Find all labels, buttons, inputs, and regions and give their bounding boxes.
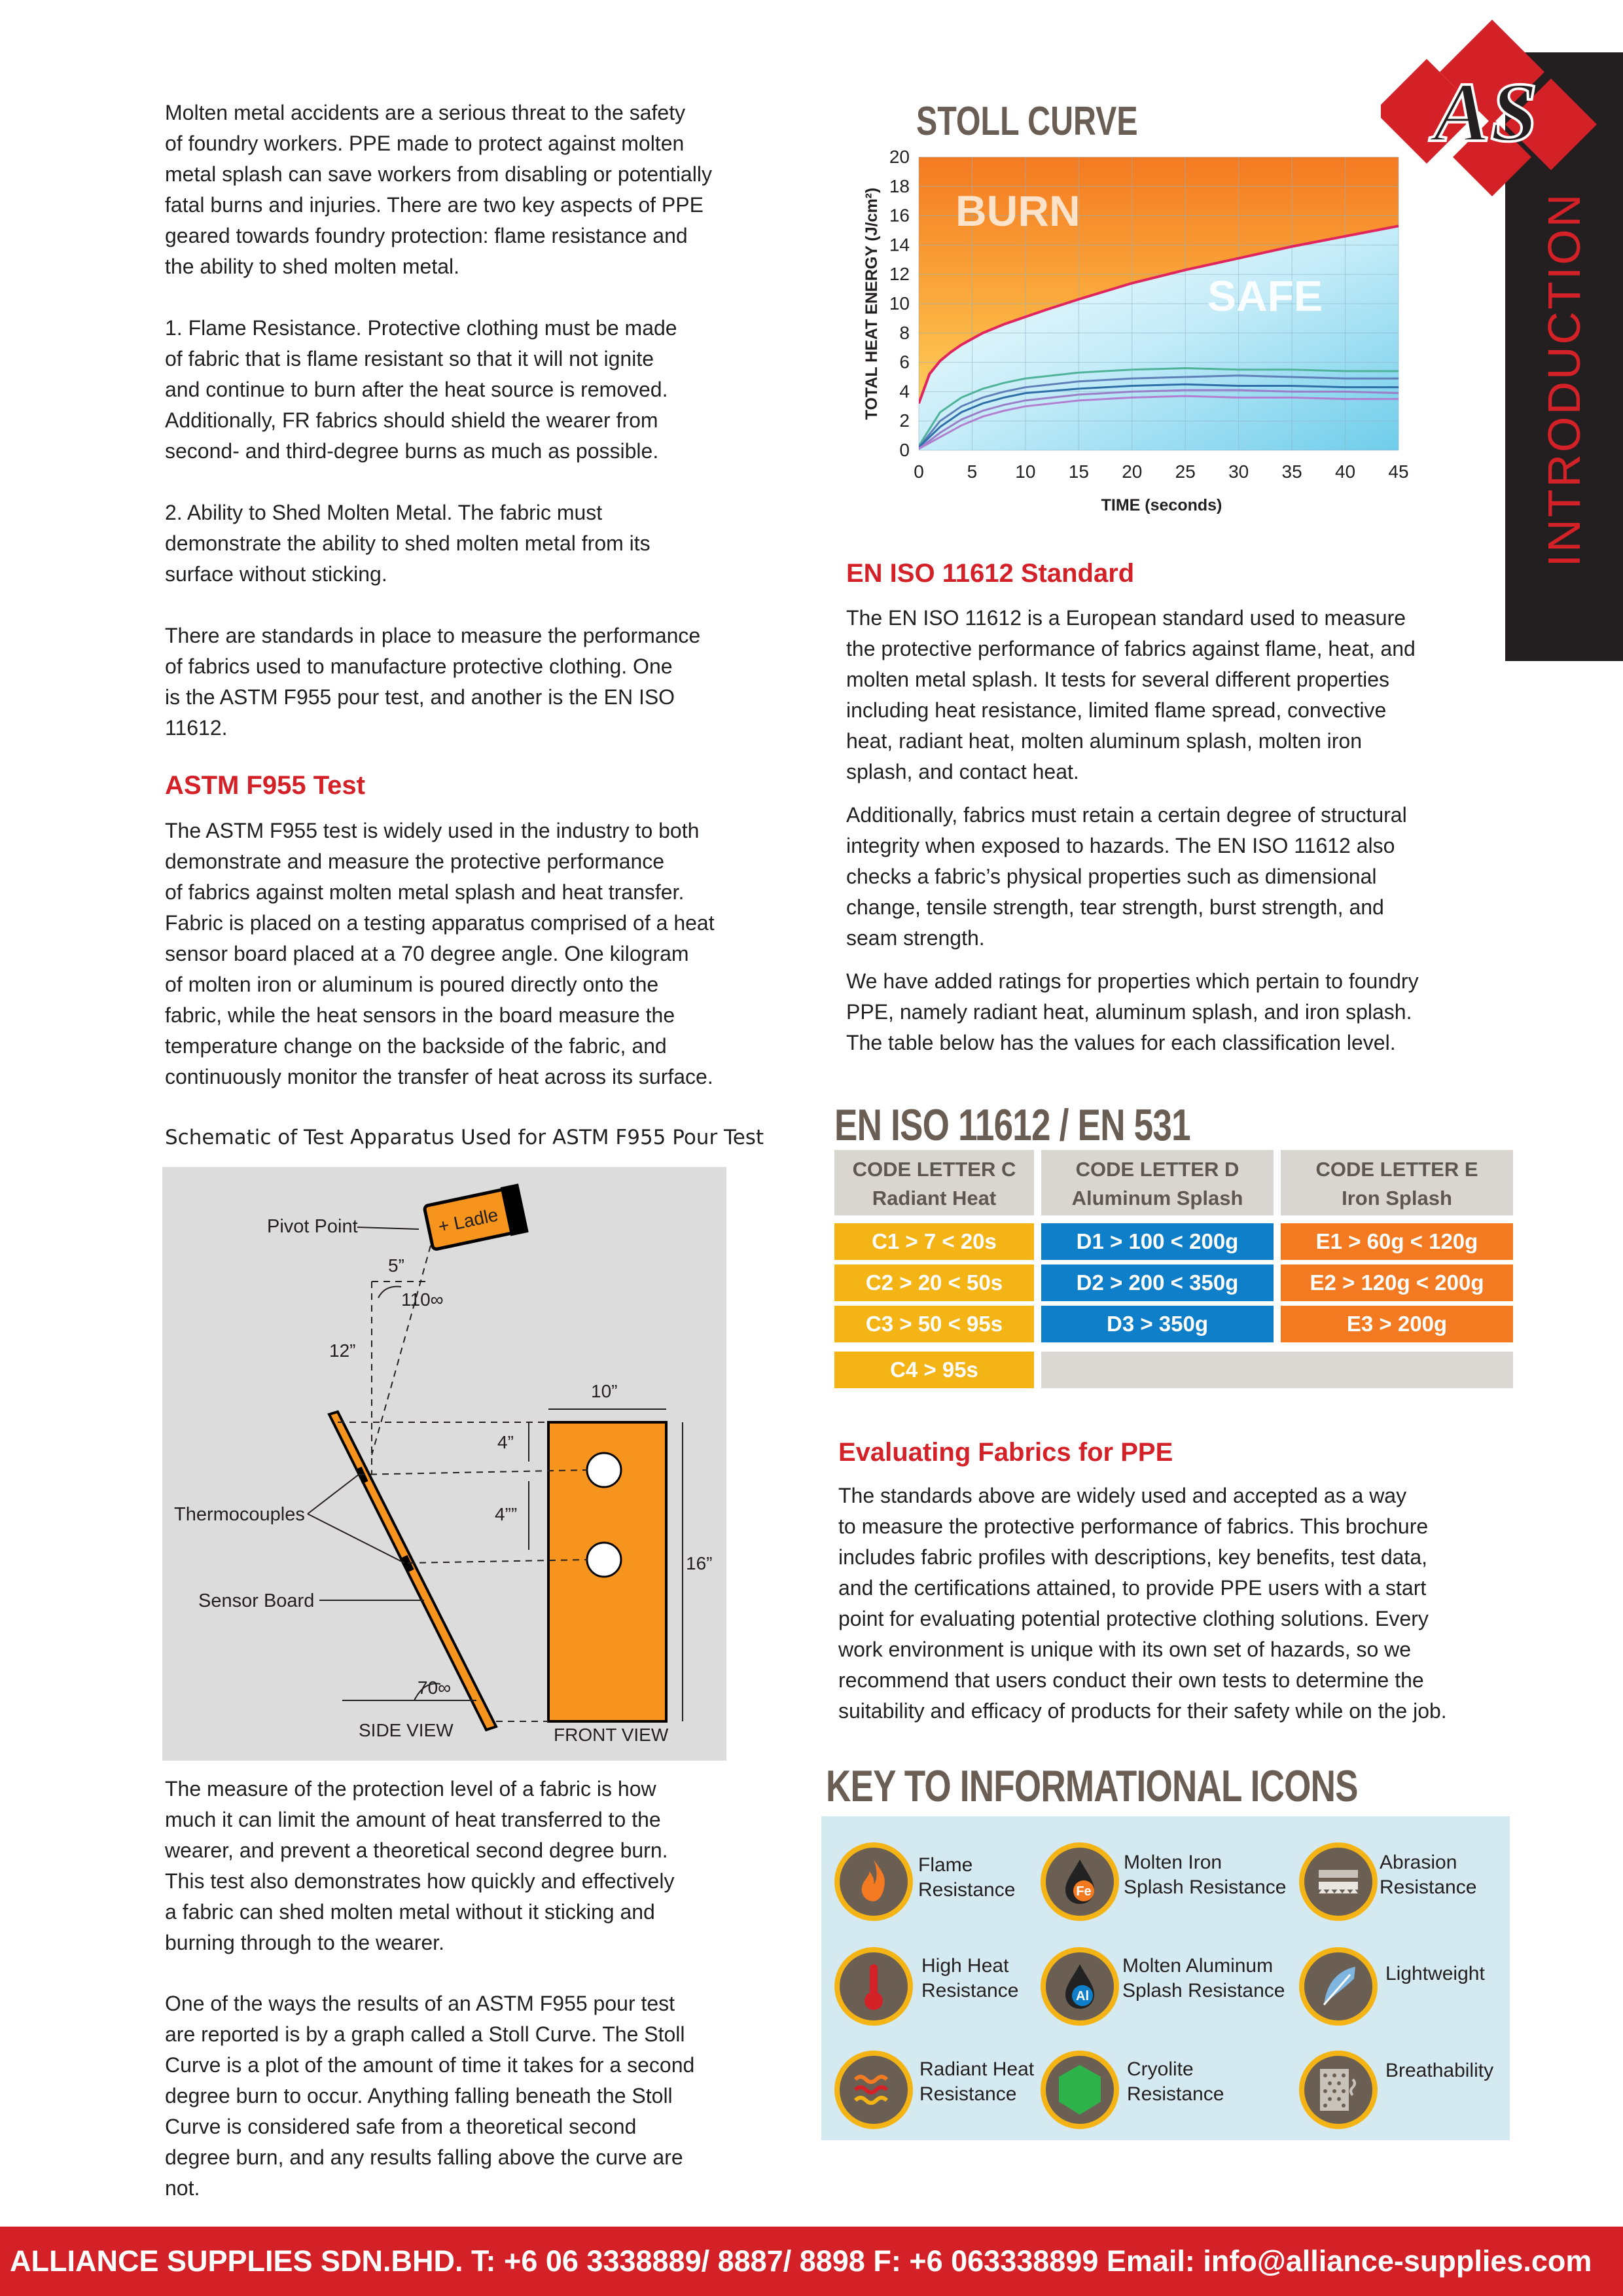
x-tick-label: 10 bbox=[1015, 461, 1036, 482]
x-tick-label: 35 bbox=[1281, 461, 1302, 482]
dim-12-label: 12” bbox=[329, 1340, 356, 1361]
pour-test-schematic bbox=[162, 1167, 726, 1761]
svg-text:Fe: Fe bbox=[1076, 1884, 1092, 1899]
table-cell-e3: E3 > 200g bbox=[1281, 1306, 1513, 1342]
dim-10-label: 10” bbox=[591, 1381, 618, 1401]
dim-4-bottom-label: 4”” bbox=[495, 1504, 518, 1524]
sidebar-label: INTRODUCTION bbox=[1539, 192, 1590, 567]
table-cell-d2: D2 > 200 < 350g bbox=[1041, 1265, 1274, 1301]
header-code-c: CODE LETTER C Radiant Heat bbox=[834, 1150, 1034, 1215]
stoll-explanation-paragraph: One of the ways the results of an ASTM F955 pour test are reported is by a graph called a Stoll Curve. The Stoll Curve is a plot of the amount of time it takes for a second degree burn to occur. Anything falling beneath the Stoll Curve is considered safe from a theoretical second degree burn, and any results falling above the curve are not. bbox=[165, 1992, 695, 2200]
astm-paragraph: The ASTM F955 test is widely used in the industry to both demonstrate and measure the protective performance of fabrics against molten metal splash and heat transfer. Fabric is placed on a testing apparatus comprised of a heat sensor board placed at a 70 degree angle. One kilogram of molten iron or aluminum is poured directly onto the fabric, while the heat sensors in the board measure the temperature change on the backside of the fabric, and continuously monitor the transfer of heat across its surface. bbox=[165, 819, 715, 1088]
table-cell-e2: E2 > 120g < 200g bbox=[1281, 1265, 1513, 1301]
fe-drop-icon bbox=[1041, 1842, 1119, 1921]
key-title: KEY TO INFORMATIONAL ICONS bbox=[826, 1761, 1358, 1811]
burn-annotation: BURN bbox=[955, 187, 1080, 235]
y-tick-label: 20 bbox=[889, 147, 910, 167]
breathability-label: Breathability bbox=[1385, 2060, 1494, 2081]
en-iso-heading: EN ISO 11612 Standard bbox=[846, 559, 1135, 588]
x-axis-label: TIME (seconds) bbox=[1101, 496, 1222, 514]
standards-paragraph: There are standards in place to measure the performance of fabrics used to manufacture protective clothing. One is the ASTM F955 pour test, and another is the EN ISO 11612. bbox=[165, 624, 701, 740]
y-tick-label: 4 bbox=[899, 381, 910, 402]
y-tick-label: 18 bbox=[889, 175, 910, 196]
dim-16-label: 16” bbox=[686, 1553, 713, 1573]
en-iso-paragraph-1: The EN ISO 11612 is a European standard used to measure the protective performance of fabrics against flame, heat, and molten metal splash. It tests for several different properties including heat resistance, limited flame spread, convective heat, radiant heat, molten aluminum splash, molten iron splash, and contact heat. bbox=[846, 606, 1416, 783]
lightweight-label: Lightweight bbox=[1385, 1963, 1485, 1984]
en-iso-paragraph-2: Additionally, fabrics must retain a certain degree of structural integrity when exposed to hazards. The EN ISO 11612 also checks a fabric’s physical properties such as dimensional change, tensile strength, tear strength, burst strength, and seam strength. bbox=[846, 803, 1407, 950]
flame-resistance-label: Flame Resistance bbox=[918, 1854, 1016, 1901]
high-heat-label: High Heat Resistance bbox=[921, 1955, 1019, 2001]
sensor-board-label: Sensor Board bbox=[198, 1590, 315, 1611]
table-cell-c2: C2 > 20 < 50s bbox=[834, 1265, 1034, 1301]
front-view-label: FRONT VIEW bbox=[554, 1725, 669, 1745]
svg-text:+ Ladle: + Ladle bbox=[436, 1204, 500, 1237]
measure-paragraph: The measure of the protection level of a fabric is how much it can limit the amount of heat transferred to the wearer, and prevent a theoretical second degree burn. This test also demonstrates how quickly and effectively a fabric can shed molten metal without it sticking and burning through to the wearer. bbox=[165, 1777, 675, 1954]
astm-heading: ASTM F955 Test bbox=[165, 771, 365, 800]
svg-text:Al: Al bbox=[1076, 1989, 1089, 2003]
abrasion-icon bbox=[1299, 1842, 1378, 1921]
en-iso-paragraph-3: We have added ratings for properties which pertain to foundry PPE, namely radiant heat, aluminum splash, and iron splash. The table below has the values for each classification level. bbox=[846, 969, 1419, 1054]
footer-bar bbox=[0, 2227, 1623, 2296]
y-tick-label: 8 bbox=[899, 322, 910, 343]
y-tick-label: 2 bbox=[899, 410, 910, 431]
x-tick-label: 45 bbox=[1388, 461, 1409, 482]
evaluating-heading: Evaluating Fabrics for PPE bbox=[838, 1438, 1173, 1467]
footer-contact: ALLIANCE SUPPLIES SDN.BHD. T: +6 06 3338889/ 8887/ 8898 F: +6 063338899 Email: info@alliance-supplies.com bbox=[10, 2244, 1592, 2278]
schematic-caption: Schematic of Test Apparatus Used for ASTM F955 Pour Test bbox=[165, 1126, 764, 1149]
table-title: EN ISO 11612 / EN 531 bbox=[834, 1100, 1190, 1150]
abrasion-resistance-label: Abrasion Resistance bbox=[1380, 1852, 1477, 1898]
flame-resistance-paragraph: 1. Flame Resistance. Protective clothing must be made of fabric that is flame resistant so that it will not ignite and continue to burn after the heat source is removed. Additionally, FR fabrics should shield the wearer from second- and third-degree burns as much as possible. bbox=[165, 316, 677, 463]
x-tick-label: 40 bbox=[1334, 461, 1356, 482]
y-tick-label: 12 bbox=[889, 264, 910, 285]
x-tick-label: 25 bbox=[1175, 461, 1196, 482]
y-tick-label: 6 bbox=[899, 351, 910, 372]
side-view-label: SIDE VIEW bbox=[359, 1720, 454, 1740]
table-cell-c3: C3 > 50 < 95s bbox=[834, 1306, 1034, 1342]
intro-paragraph: Molten metal accidents are a serious threat to the safety of foundry workers. PPE made to protect against molten metal splash can save workers from disabling or potentially fatal burns and injuries. There are two key aspects of PPE geared towards foundry protection: flame resistance and the ability to shed molten metal. bbox=[165, 101, 712, 278]
molten-iron-label: Molten Iron Splash Resistance bbox=[1124, 1852, 1287, 1898]
thermocouples-label: Thermocouples bbox=[174, 1504, 305, 1525]
y-tick-label: 10 bbox=[889, 293, 910, 314]
table-cell-c4: C4 > 95s bbox=[834, 1352, 1034, 1388]
evaluating-paragraph: The standards above are widely used and accepted as a way to measure the protective performance of fabrics. This brochure includes fabric profiles with descriptions, key benefits, test data, and the certifications attained, to provide PPE users with a start point for evaluating potential protective clothing solutions. Every work environment is unique with its own set of hazards, so we recommend that users conduct their own tests to determine the suitability and efficacy of products for their safety while on the job. bbox=[838, 1484, 1447, 1723]
x-tick-label: 0 bbox=[914, 461, 924, 482]
thermometer-icon bbox=[834, 1947, 913, 2026]
y-axis-label: TOTAL HEAT ENERGY (J/cm²) bbox=[863, 187, 881, 420]
shed-metal-paragraph: 2. Ability to Shed Molten Metal. The fabric must demonstrate the ability to shed molten metal from its surface without sticking. bbox=[165, 501, 651, 586]
molten-aluminum-label: Molten Aluminum Splash Resistance bbox=[1122, 1955, 1285, 2001]
radiant-heat-icon bbox=[834, 2051, 913, 2129]
y-tick-label: 16 bbox=[889, 205, 910, 226]
table-cell-empty bbox=[1041, 1352, 1513, 1388]
dim-5-label: 5” bbox=[388, 1255, 404, 1276]
dim-4-top-label: 4” bbox=[497, 1432, 514, 1452]
header-code-d: CODE LETTER D Aluminum Splash bbox=[1041, 1150, 1274, 1215]
cryolite-label: Cryolite Resistance bbox=[1127, 2058, 1224, 2105]
angle-110-label: 110∞ bbox=[401, 1289, 444, 1310]
table-cell-e1: E1 > 60g < 120g bbox=[1281, 1223, 1513, 1260]
y-tick-label: 14 bbox=[889, 234, 910, 255]
fabric-mesh-icon bbox=[1299, 2051, 1378, 2129]
x-tick-label: 30 bbox=[1228, 461, 1249, 482]
al-drop-icon bbox=[1041, 1947, 1119, 2026]
feather-icon bbox=[1299, 1947, 1378, 2026]
key-icons-panel bbox=[821, 1816, 1510, 2140]
chart-title: STOLL CURVE bbox=[916, 99, 1138, 144]
pivot-point-label: Pivot Point bbox=[267, 1216, 358, 1237]
radiant-heat-label: Radiant Heat Resistance bbox=[919, 2058, 1035, 2105]
hexagon-icon bbox=[1041, 2051, 1119, 2129]
y-tick-label: 0 bbox=[899, 440, 910, 460]
table-cell-c1: C1 > 7 < 20s bbox=[834, 1223, 1034, 1260]
safe-annotation: SAFE bbox=[1207, 272, 1323, 320]
table-cell-d1: D1 > 100 < 200g bbox=[1041, 1223, 1274, 1260]
logo-text: AS bbox=[1433, 65, 1538, 160]
stoll-curve-chart bbox=[851, 144, 1440, 537]
angle-70-label: 70∞ bbox=[418, 1677, 452, 1698]
x-tick-label: 15 bbox=[1068, 461, 1089, 482]
x-tick-label: 5 bbox=[967, 461, 978, 482]
flame-icon bbox=[834, 1842, 913, 1921]
x-tick-label: 20 bbox=[1122, 461, 1143, 482]
table-cell-d3: D3 > 350g bbox=[1041, 1306, 1274, 1342]
header-code-e: CODE LETTER E Iron Splash bbox=[1281, 1150, 1513, 1215]
